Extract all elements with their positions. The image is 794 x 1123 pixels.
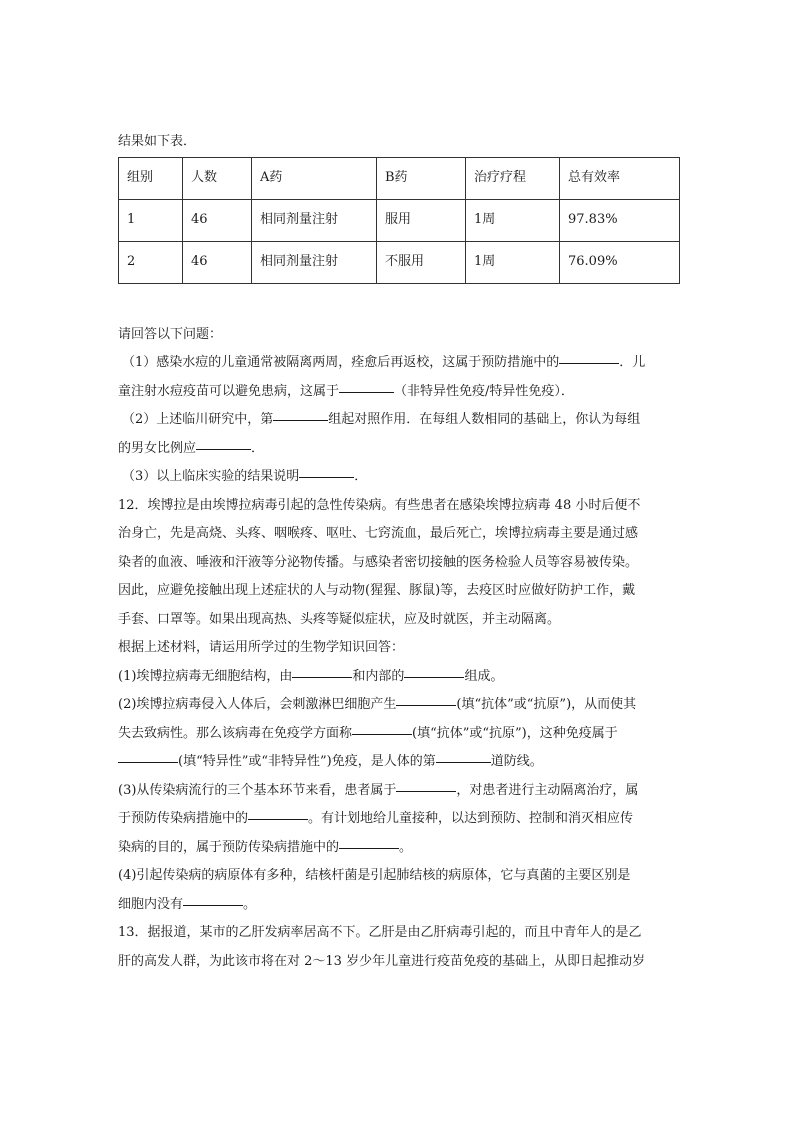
table-cell: 97.83% xyxy=(560,199,680,241)
q12-sub3-cont: 于预防传染病措施中的 。有计划地给儿童接种，以达到预防、控制和消灭相应传 xyxy=(118,811,634,826)
document-content xyxy=(118,128,680,976)
table-header-row xyxy=(119,157,680,199)
table-caption: 结果如下表． xyxy=(118,134,197,149)
answer-blank[interactable] xyxy=(559,362,619,364)
table-cell: 2 xyxy=(119,241,183,283)
q12-instruction: 根据上述材料，请运用所学过的生物学知识回答： xyxy=(118,640,405,655)
table-cell: 1 xyxy=(119,199,183,241)
q12-text: 染者的血液、唾液和汗液等分泌物传播。与感染者密切接触的医务检验人员等容易被传染。 xyxy=(118,554,639,570)
q12-text: 因此，应避免接触出现上述症状的人与动物(猩猩、豚鼠)等，去疫区时应做好防护工作，戴 xyxy=(118,583,636,598)
answer-blank[interactable] xyxy=(339,391,394,393)
q12-sub3: (3)从传染病流行的三个基本环节来看，患者属于 ，对患者进行主动隔离治疗，属 xyxy=(118,782,639,798)
answer-blank[interactable] xyxy=(183,904,243,906)
q12-sub3-cont: 染病的目的，属于预防传染病措施中的 。 xyxy=(118,839,413,855)
results-table xyxy=(118,157,680,284)
q11-part2: （2）上述临川研究中，第 组起对照作用．在每组人数相同的基础上，你认为每组 xyxy=(122,412,641,427)
q12-sub4: (4)引起传染病的病原体有多种，结核杆菌是引起肺结核的病原体，它与真菌的主要区别是 xyxy=(118,868,631,883)
q11-part2-cont: 的男女比例应 ． xyxy=(118,440,265,456)
q12-sub2-cont: 失去致病性。那么该病毒在免疫学方面称 (填“抗体”或“抗原”)，这种免疫属于 xyxy=(118,725,618,741)
q12-sub1: (1)埃博拉病毒无细胞结构，由 和内部的 组成。 xyxy=(118,668,504,684)
answer-blank[interactable] xyxy=(339,847,399,849)
answer-blank[interactable] xyxy=(299,476,354,478)
table-cell: 1周 xyxy=(466,241,560,283)
table-cell: 相同剂量注射 xyxy=(252,199,377,241)
q13-text: 13．据报道，某市的乙肝发病率居高不下。乙肝是由乙肝病毒引起的，而且中青年人的是乙 xyxy=(118,925,642,940)
q12-text: 手套、口罩等。如果出现高热、头疼等疑似症状，应及时就医，并主动隔离。 xyxy=(118,611,561,627)
q12-sub2-cont: (填“特异性”或“非特异性”)免疫，是人体的第 道防线。 xyxy=(118,748,680,777)
answer-blank[interactable] xyxy=(396,704,456,706)
header-cell: A药 xyxy=(252,157,377,199)
answer-blank[interactable] xyxy=(196,448,251,450)
q12-sub4-cont: 细胞内没有 。 xyxy=(118,896,257,912)
header-cell: B药 xyxy=(377,157,466,199)
q13-text: 肝的高发人群，为此该市将在对 2～13 岁少年儿童进行疫苗免疫的基础上，从即日起推动岁 xyxy=(118,953,646,969)
table-cell: 76.09% xyxy=(560,241,680,283)
table-cell: 服用 xyxy=(377,199,466,241)
answer-blank[interactable] xyxy=(396,790,456,792)
answer-blank[interactable] xyxy=(404,676,464,678)
q11-part1-cont: 童注射水痘疫苗可以避免患病，这属于 （非特异性免疫/特异性免疫）． xyxy=(118,383,574,399)
answer-blank[interactable] xyxy=(292,676,352,678)
header-cell: 组别 xyxy=(119,157,183,199)
table-cell: 1周 xyxy=(466,199,560,241)
answer-blank[interactable] xyxy=(273,419,328,421)
table-row xyxy=(119,241,680,283)
table-cell: 不服用 xyxy=(377,241,466,283)
table-cell: 相同剂量注射 xyxy=(252,241,377,283)
table-cell: 46 xyxy=(183,199,252,241)
q11-part1: （1）感染水痘的儿童通常被隔离两周，痊愈后再返校，这属于预防措施中的 ．儿 xyxy=(122,355,646,370)
header-cell: 总有效率 xyxy=(560,157,680,199)
answer-blank[interactable] xyxy=(248,818,308,820)
q12-sub2: (2)埃博拉病毒侵入人体后，会刺激淋巴细胞产生 (填“抗体”或“抗原”)，从而使其 xyxy=(118,697,637,712)
table-row xyxy=(119,199,680,241)
answer-blank[interactable] xyxy=(436,761,491,763)
q12-text: 治身亡，先是高烧、头疼、咽喉疼、呕吐、七窍流血，最后死亡，埃博拉病毒主要是通过感 xyxy=(118,526,639,541)
header-cell: 治疗疗程 xyxy=(466,157,560,199)
header-cell: 人数 xyxy=(183,157,252,199)
table-cell: 46 xyxy=(183,241,252,283)
answer-blank[interactable] xyxy=(352,733,412,735)
answer-blank[interactable] xyxy=(118,761,178,763)
q11-prompt: 请回答以下问题： xyxy=(118,326,223,342)
q11-part3: （3）以上临床实验的结果说明 ． xyxy=(122,469,368,484)
q12-text: 12．埃博拉是由埃博拉病毒引起的急性传染病。有些患者在感染埃博拉病毒 48 小时后便不 xyxy=(118,497,641,513)
